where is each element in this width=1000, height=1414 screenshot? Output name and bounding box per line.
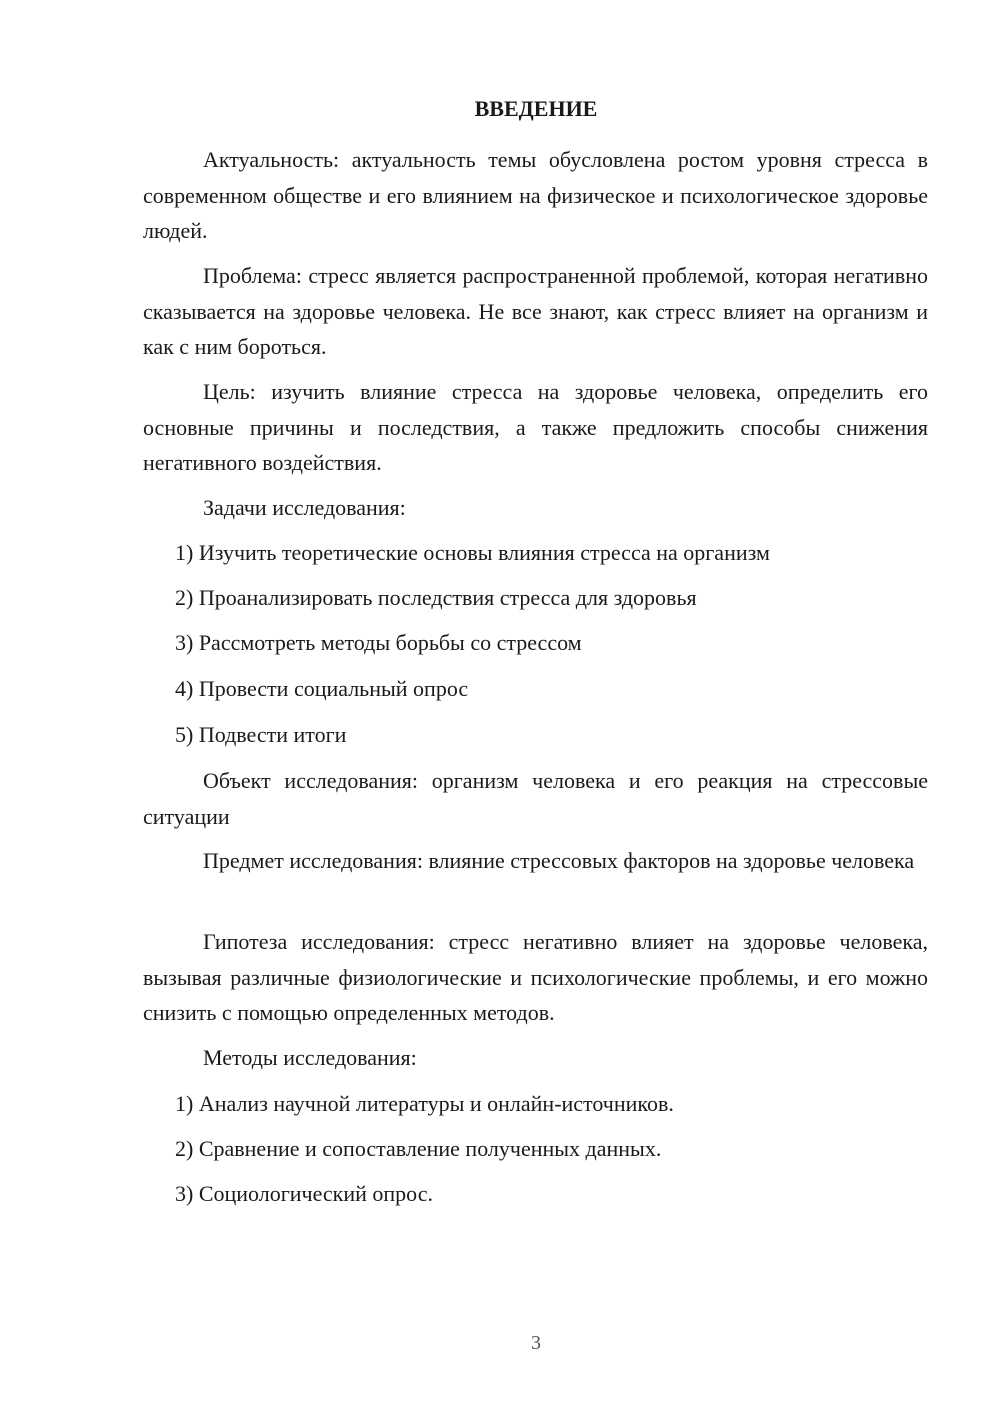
problem-paragraph: Проблема: стресс является распространенной проблемой, которая негативно сказывается на здоровье человека. Не все знают, как стресс влияет на организм и как с ним бороться. <box>143 263 928 359</box>
task-item: 5) Подвести итоги <box>175 722 347 747</box>
page-number: 3 <box>531 1332 541 1354</box>
relevance-paragraph: Актуальность: актуальность темы обусловлена ростом уровня стресса в современном обществе и его влиянием на физическое и психологическое здоровье людей. <box>143 147 928 243</box>
methods-heading: Методы исследования: <box>203 1045 417 1070</box>
section-title: ВВЕДЕНИЕ <box>474 96 598 121</box>
method-item: 2) Сравнение и сопоставление полученных данных. <box>175 1136 662 1161</box>
task-item: 4) Провести социальный опрос <box>175 676 469 701</box>
tasks-heading: Задачи исследования: <box>203 495 406 520</box>
object-paragraph: Объект исследования: организм человека и его реакция на стрессовые ситуации <box>143 768 928 829</box>
task-item: 3) Рассмотреть методы борьбы со стрессом <box>175 630 582 655</box>
goal-paragraph: Цель: изучить влияние стресса на здоровье человека, определить его основные причины и последствия, а также предложить способы снижения негативного воздействия. <box>143 379 928 475</box>
task-item: 2) Проанализировать последствия стресса для здоровья <box>175 585 697 610</box>
task-item: 1) Изучить теоретические основы влияния стресса на организм <box>175 540 770 565</box>
subject-paragraph: Предмет исследования: влияние стрессовых факторов на здоровье человека <box>203 848 915 873</box>
method-item: 1) Анализ научной литературы и онлайн-источников. <box>175 1091 674 1116</box>
method-item: 3) Социологический опрос. <box>175 1181 433 1206</box>
hypothesis-paragraph: Гипотеза исследования: стресс негативно влияет на здоровье человека, вызывая различные физиологические и психологические проблемы, и его можно снизить с помощью определенных методов. <box>143 929 928 1025</box>
